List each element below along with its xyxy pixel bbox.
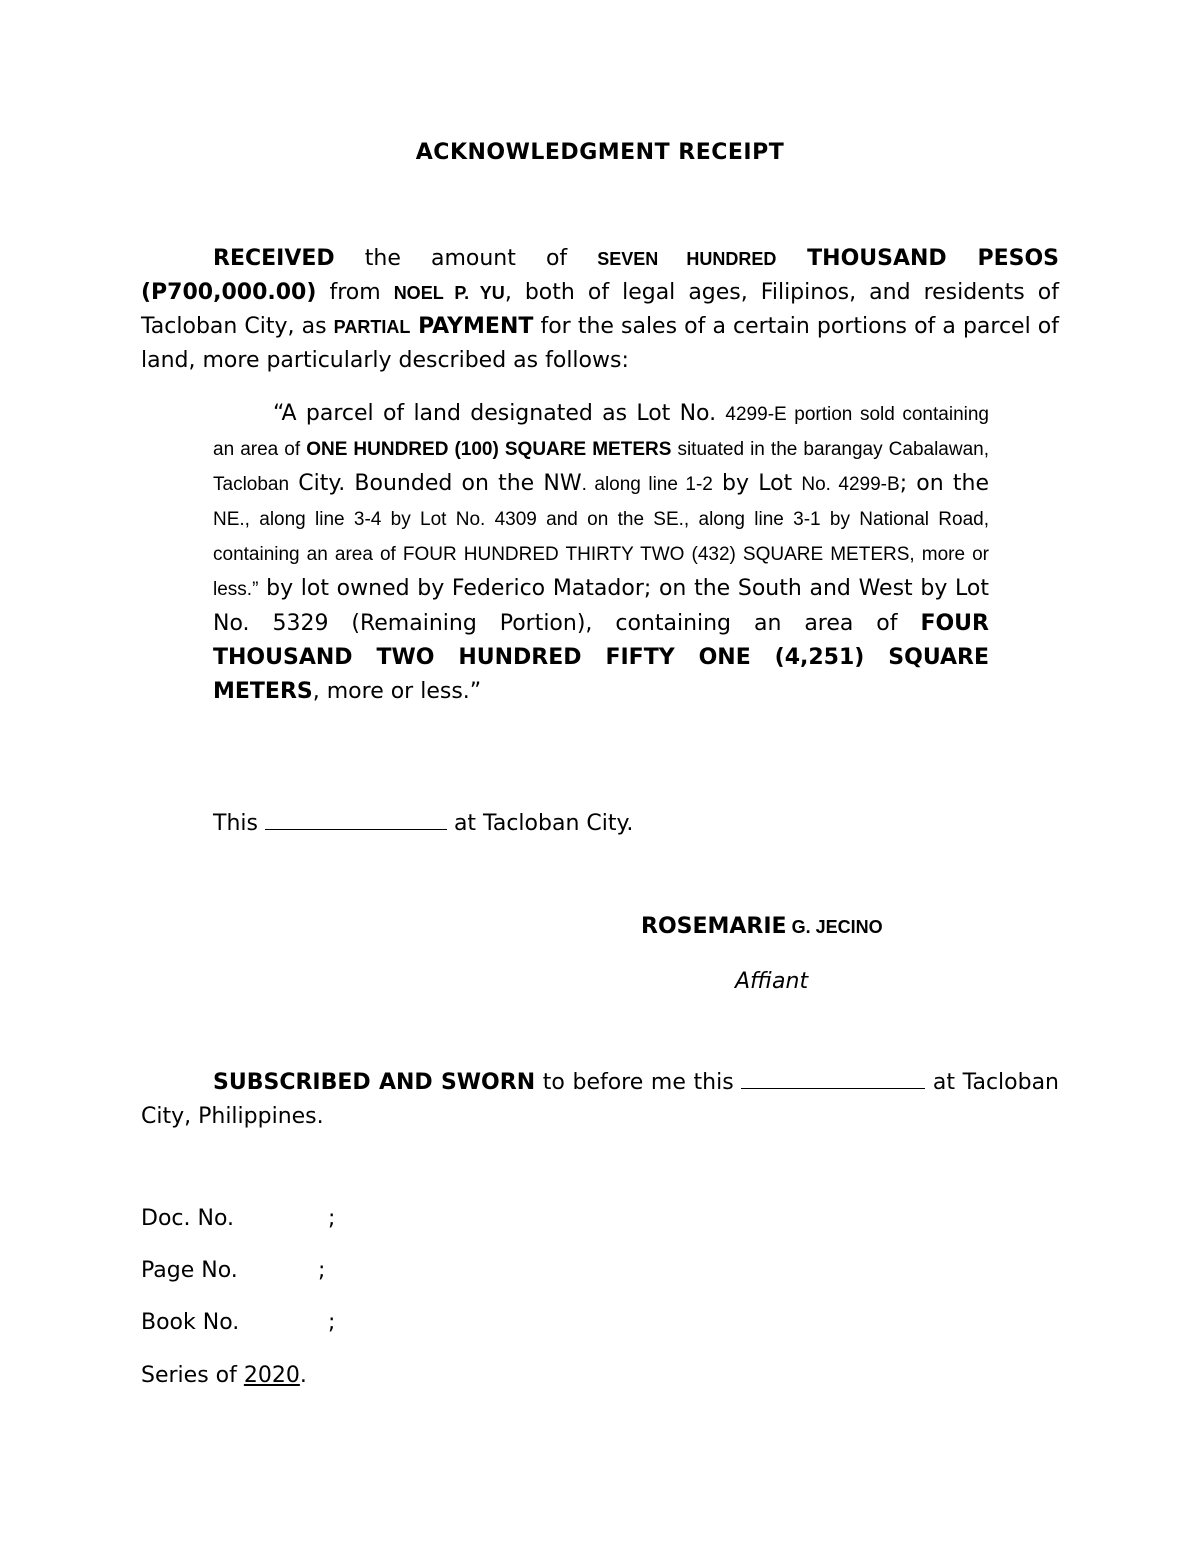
book-no-line: Book No. [141,1310,240,1335]
jurat-keyword: SUBSCRIBED AND SWORN [213,1070,536,1095]
date-blank [265,827,447,830]
payer-name: NOEL P. YU [393,283,505,303]
lot-area: ONE HUNDRED (100) SQUARE METERS [306,439,672,460]
document-title: ACKNOWLEDGMENT RECEIPT [415,140,785,165]
payment-keyword: PAYMENT [410,314,534,339]
land-description-paragraph: “A parcel of land designated as Lot No. 4299-E portion sold containing an area of ONE HUNDRED (100) SQUARE METERS situated in the barangay Cabalawan, Tacloban City. Bounded on the NW. along line 1-2 by Lot No. 4299-B; on the NE., along line 3-4 by Lot No. 4309 and on the SE., along line 3-1 by National Road, containing an area of FOUR HUNDRED THIRTY TWO (432) SQUARE METERS, more or less.” by lot owned by Federico Matador; on the South and West by Lot No. 5329 (Remaining Portion), containing an area of FOUR THOUSAND TWO HUNDRED FIFTY ONE (4,251) SQUARE METERS, more or less.” [213,401,990,704]
receipt-body-paragraph: RECEIVED the amount of SEVEN HUNDRED THOUSAND PESOS (P700,000.00) from NOEL P. YU, both of legal ages, Filipinos, and residents of Tacloban City, as PARTIAL PAYMENT for the sales of a certain portions of a parcel of land, more particularly described as follows: [141,246,1060,373]
page-no-line: Page No. [141,1258,238,1283]
jurat-paragraph: SUBSCRIBED AND SWORN to before me this at Tacloban City, Philippines. [141,1070,1060,1129]
book-no-separator: ; [328,1310,336,1335]
series-year: 2020 [243,1363,300,1388]
amount-figure: (P700,000.00) [141,280,317,305]
doc-no-line: Doc. No. [141,1206,235,1231]
received-keyword: RECEIVED [213,246,335,271]
doc-no-separator: ; [328,1206,336,1231]
signatory-name: ROSEMARIE G. JECINO [641,914,883,939]
total-area: FOUR THOUSAND TWO HUNDRED FIFTY ONE (4,251) SQUARE METERS [213,611,989,704]
date-line: This at Tacloban City. [213,811,634,836]
partial-keyword: PARTIAL [333,317,411,337]
jurat-date-blank [741,1086,925,1089]
amount-words: SEVEN HUNDRED [597,249,777,269]
page-no-separator: ; [318,1258,326,1283]
series-line: Series of 2020. [141,1363,307,1388]
signatory-role: Affiant [735,969,809,994]
